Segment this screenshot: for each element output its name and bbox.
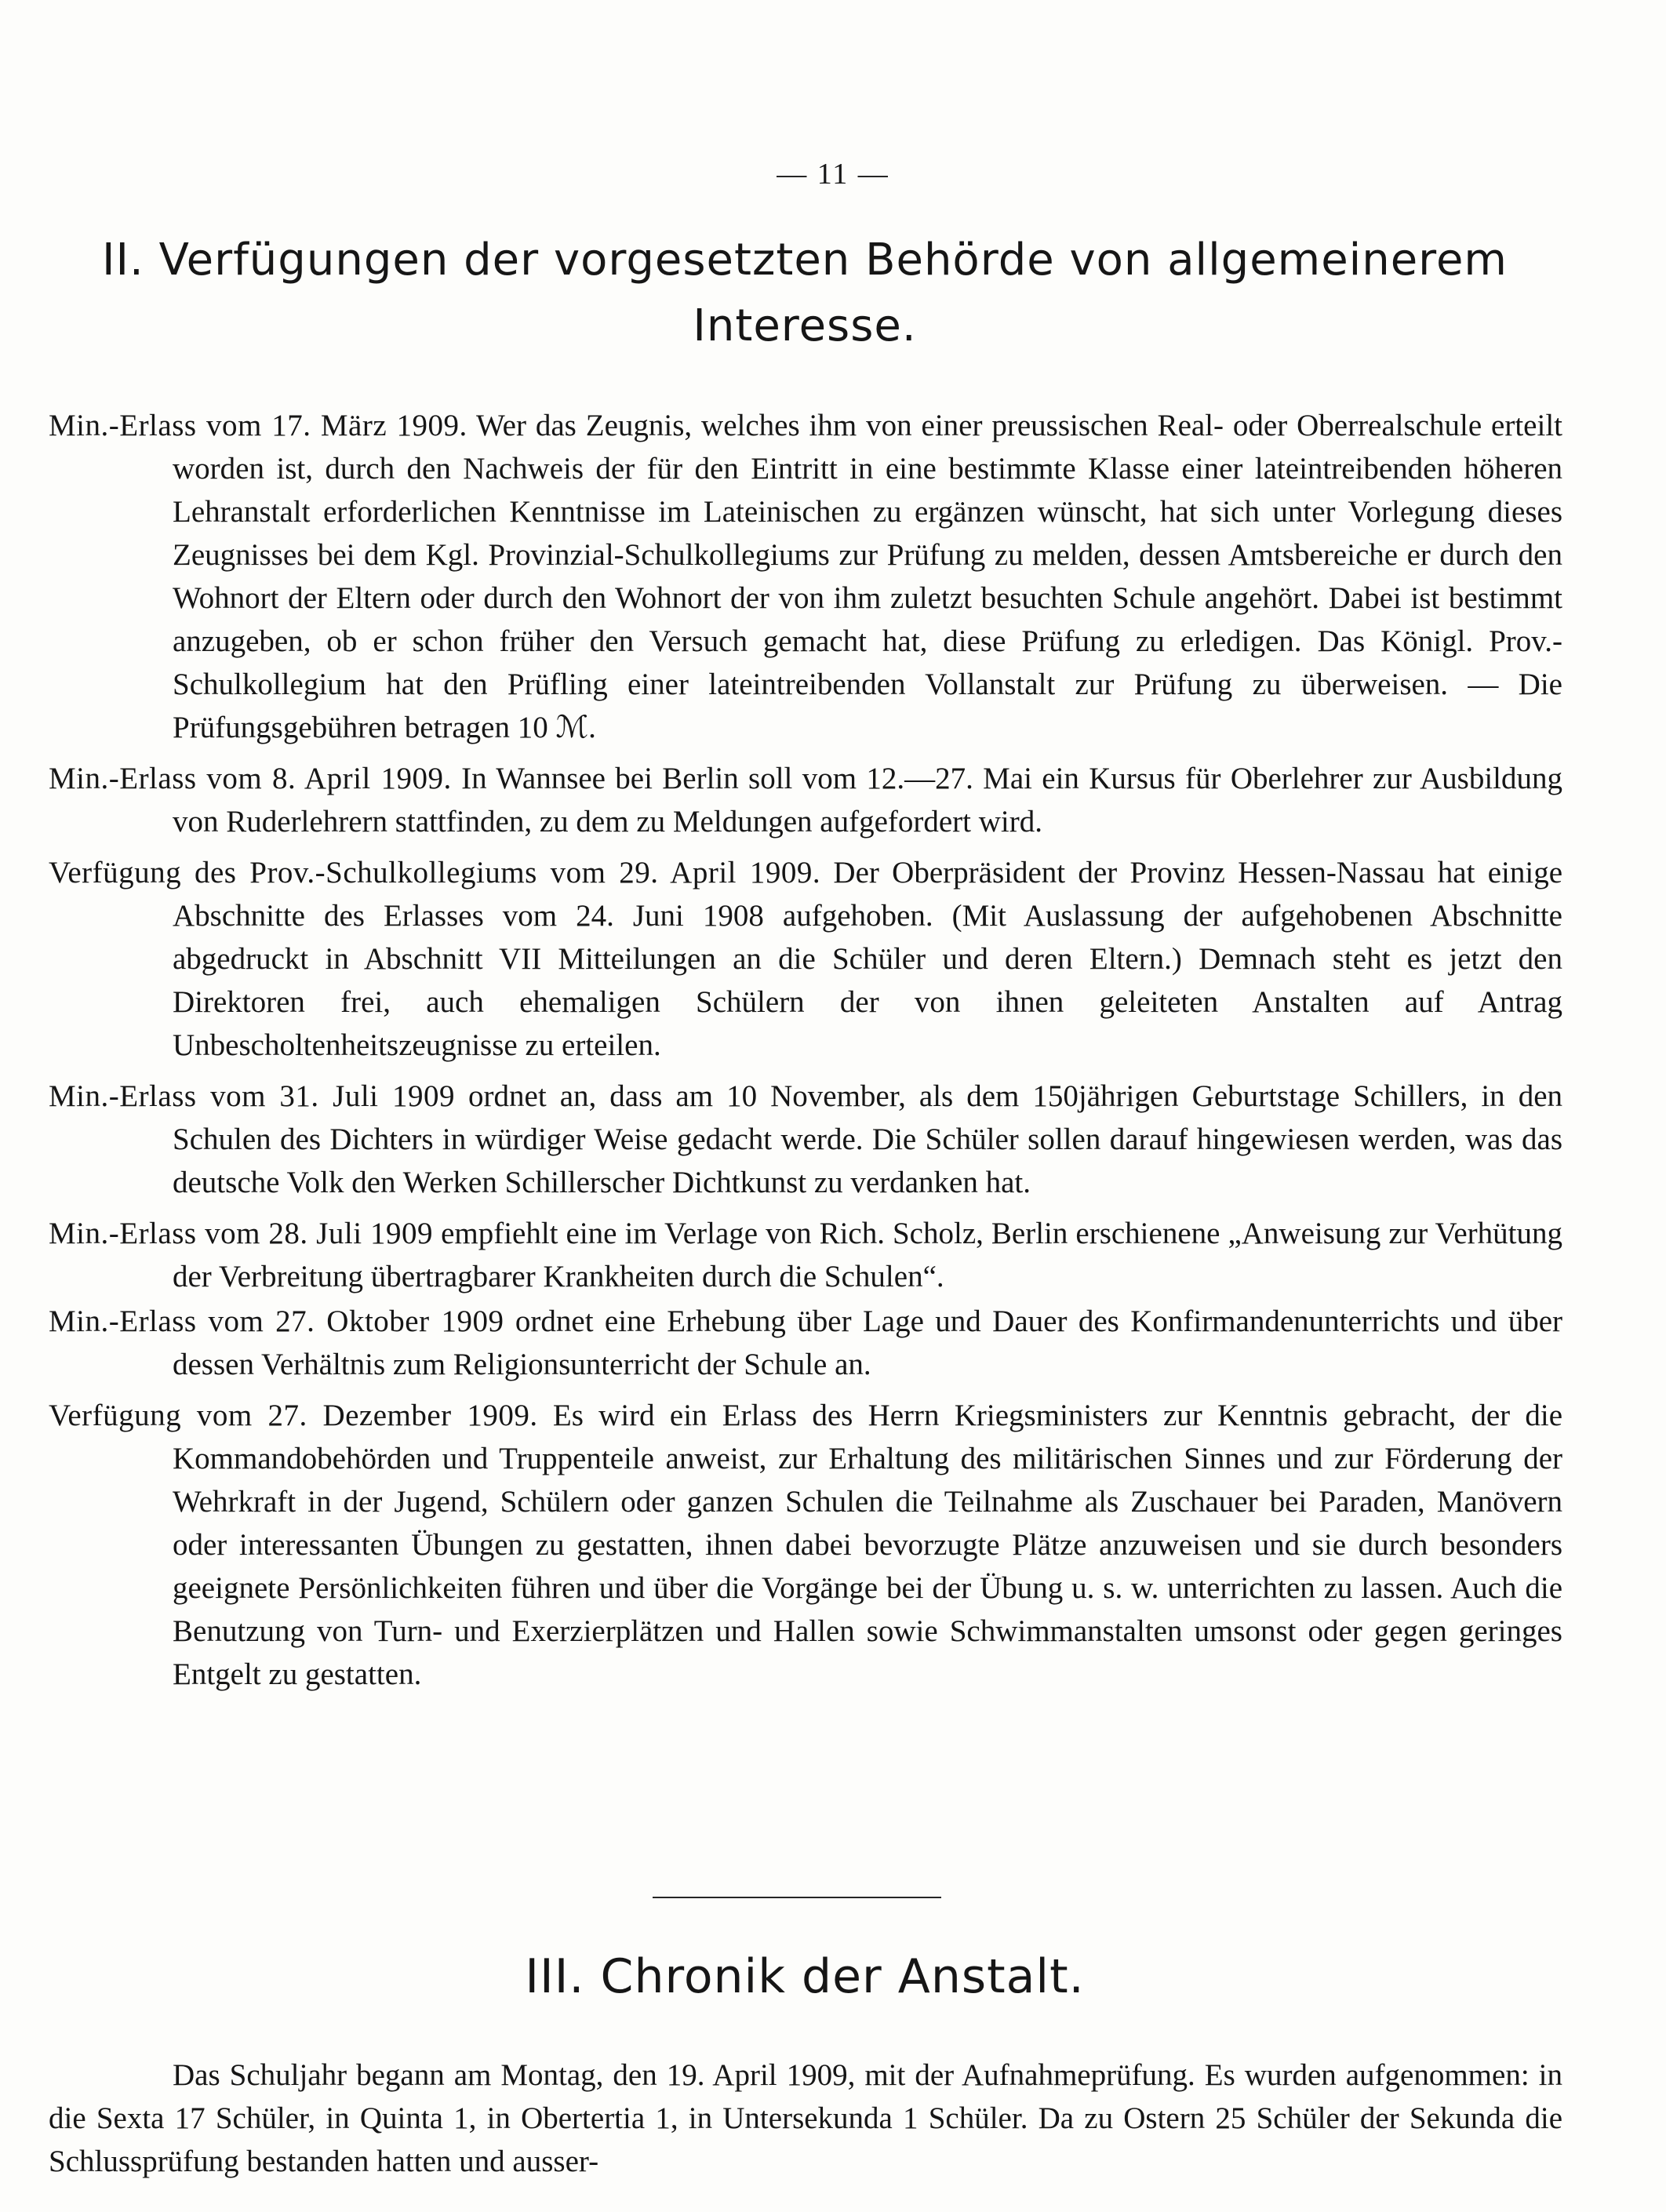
decree-text: ordnet eine Erhebung über Lage und Dauer des Konfirmandenunterrichts und über dessen Verhältnis zum Religionsunterricht der Schule an. [173,1304,1562,1381]
decree-date: Verfügung des Prov.-Schulkollegiums vom 29. April 1909. [49,856,821,890]
decree-entry [49,1212,1562,1298]
decree-text: Der Oberpräsident der Provinz Hessen-Nassau hat einige Abschnitte des Erlasses vom 24. Juni 1908 aufgehoben. (Mit Auslassung der aufgehobenen Abschnitte abgedruckt in Abschnitt VII Mitteilungen an die Schüler und deren Eltern.) Demnach steht es jetzt den Direktoren frei, auch ehemaligen Schülern der von ihnen geleiteten Anstalten auf Antrag Unbescholtenheitszeugnisse zu erteilen. [173,856,1563,1062]
decree-date: Min.-Erlass vom 27. Oktober 1909 [49,1304,504,1338]
section-2-heading: II. Verfügungen der vorgesetzten Behörde von allgemeinerem Interesse. [102,235,1508,351]
page-number: — 11 — [777,158,889,191]
decree-text: empfiehlt eine im Verlage von Rich. Scholz, Berlin erschienene „Anweisung zur Verhütung der Verbreitung übertragbarer Krankheiten durch die Schulen“. [173,1217,1562,1293]
decree-entry [49,1394,1562,1696]
decree-date: Min.-Erlass vom 17. März 1909. [49,409,467,442]
decree-text: Wer das Zeugnis, welches ihm von einer preussischen Real- oder Oberrealschule erteilt worden ist, durch den Nachweis der für den Eintritt in eine bestimmte Klasse einer lateintreibenden höheren Lehranstalt erforderlichen Kenntnisse im Lateinischen zu ergänzen wünscht, hat sich unter Vorlegung dieses Zeugnisses bei dem Kgl. Provinzial-Schulkollegiums zur Prüfung zu melden, dessen Amtsbereiche er durch den Wohnort der Eltern oder durch den Wohnort der von ihm zuletzt besuchten Schule angehört. Dabei ist bestimmt anzugeben, ob er schon früher den Versuch gemacht hat, diese Prüfung zu erledigen. Das Königl. Prov.-Schulkollegium hat den Prüfling einer lateintreibenden Vollanstalt zur Prüfung zu überweisen. — Die Prüfungsgebühren betragen 10 ℳ. [173,409,1562,744]
section-3-heading: III. Chronik der Anstalt. [525,1949,1085,2004]
decree-entry [49,1300,1562,1386]
decree-entry [49,851,1562,1067]
decree-text: In Wannsee bei Berlin soll vom 12.—27. Mai ein Kursus für Oberlehrer zur Ausbildung von Ruderlehrern stattfinden, zu dem zu Meldungen aufgefordert wird. [173,762,1562,839]
decree-entry [49,1075,1562,1204]
decree-date: Verfügung vom 27. Dezember 1909. [49,1399,538,1432]
decree-text: Es wird ein Erlass des Herrn Kriegsministers zur Kenntnis gebracht, der die Kommandobehörden und Truppenteile anweist, zur Erhaltung des militärischen Sinnes und zur Förderung der Wehrkraft in der Jugend, Schülern oder ganzen Schulen die Teilnahme als Zuschauer bei Paraden, Manövern oder interessanten Übungen zu gestatten, ihnen dabei bevorzugte Plätze anzuweisen und sie durch besonders geeignete Persönlichkeiten führen und über die Vorgänge bei der Übung u. s. w. unterrichten zu lassen. Auch die Benutzung von Turn- und Exerzierplätzen und Hallen sowie Schwimmanstalten umsonst oder gegen geringes Entgelt zu gestatten. [173,1399,1562,1691]
decree-list [49,404,1562,1704]
decree-entry [49,757,1562,843]
section-separator [653,1897,941,1898]
decree-entry [49,404,1562,749]
decree-date: Min.-Erlass vom 28. Juli 1909 [49,1217,434,1250]
chronicle-paragraph: Das Schuljahr begann am Montag, den 19. April 1909, mit der Aufnahmeprüfung. Es wurden aufgenommen: in die Sexta 17 Schüler, in Quinta 1, in Obertertia 1, in Untersekunda 1 Schüler. Da zu Ostern 25 Schüler der Sekunda die Schlussprüfung bestanden hatten und ausser- [49,2058,1562,2178]
decree-date: Min.-Erlass vom 31. Juli 1909 [49,1079,456,1113]
decree-date: Min.-Erlass vom 8. April 1909. [49,762,452,795]
decree-text: ordnet an, dass am 10 November, als dem 150jährigen Geburtstage Schillers, in den Schulen des Dichters in würdiger Weise gedacht werde. Die Schüler sollen darauf hingewiesen werden, was das deutsche Volk den Werken Schillerscher Dichtkunst zu verdanken hat. [173,1079,1562,1199]
